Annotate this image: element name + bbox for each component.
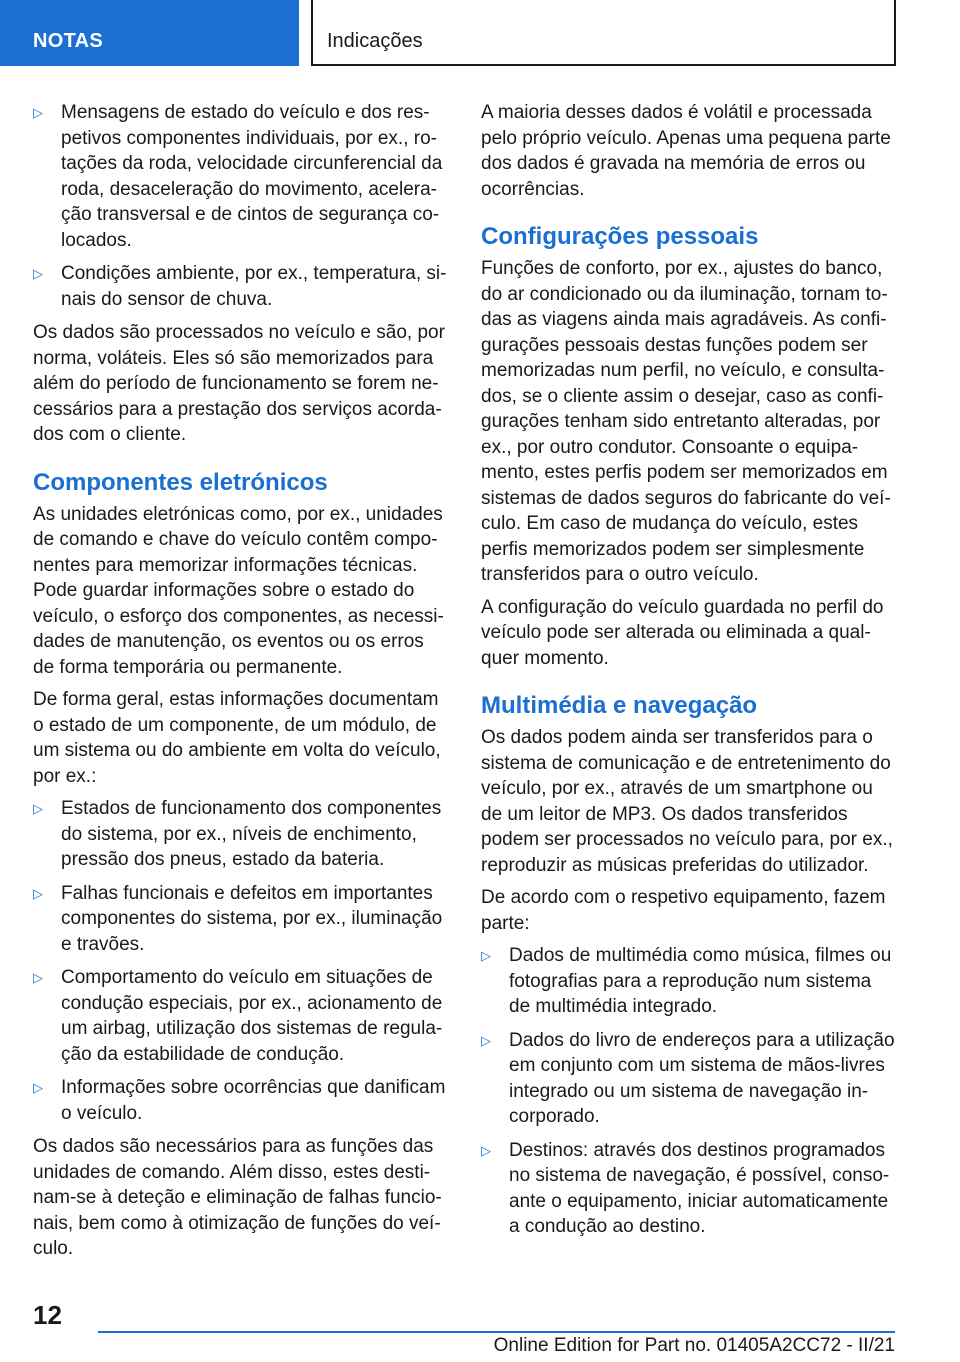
footer-divider	[98, 1331, 895, 1333]
page-header	[0, 0, 960, 66]
triangle-bullet-icon: ▷	[33, 1080, 43, 1095]
paragraph: Os dados podem ainda ser transferidos para o sistema de comunicação e de entretenimento do veículo, por ex., através de um smartphone ou de um leitor de MP3. Os dados transferidos podem ser processados no veículo para, por ex., reproduzir as músicas preferidas do utilizador.	[481, 727, 893, 876]
triangle-bullet-icon: ▷	[33, 970, 43, 985]
paragraph: A configuração do veículo guardada no perfil do veículo pode ser alterada ou eliminada a qualquer momento.	[481, 596, 884, 669]
list-item: ▷ Estados de funcionamento dos componentes do sistema, por ex., níveis de enchimento, pressão dos pneus, estado da bateria.	[33, 798, 442, 870]
triangle-bullet-icon: ▷	[33, 105, 43, 120]
bullet-list	[33, 796, 449, 1126]
list-item: ▷ Comportamento do veículo em situações de condução especiais, por ex., acionamento de um airbag, utilização dos sistemas de regulação da estabilidade de condução.	[33, 967, 443, 1065]
list-item: ▷ Dados do livro de endereços para a utilização em conjunto com um sistema de mãos-livres integrado ou um sistema de navegação incorporado.	[481, 1029, 895, 1127]
chapter-title: Indicações	[311, 0, 896, 66]
paragraph: As unidades eletrónicas como, por ex., unidades de comando e chave do veículo contêm componentes para memorizar informações técnicas. Pode guardar informações sobre o estado do veículo, o esforço dos componentes, as necessidades de manutenção, os eventos ou os erros de forma temporária ou permanente.	[33, 503, 444, 678]
list-item: ▷ Informações sobre ocorrências que danificam o veículo.	[33, 1077, 446, 1124]
bullet-list	[33, 100, 449, 312]
bullet-list	[481, 943, 897, 1240]
left-column	[33, 100, 449, 1269]
section-heading: Multimédia e navegação	[481, 692, 758, 719]
section-heading: Componentes eletrónicos	[33, 468, 328, 496]
right-column	[481, 100, 897, 1248]
paragraph: Os dados são processados no veículo e são, por norma, voláteis. Eles só são memorizados para além do período de funcionamento se forem necessários para a prestação dos serviços acordados com o cliente.	[33, 322, 445, 445]
paragraph: De forma geral, estas informações documentam o estado de um componente, de um módulo, de um sistema ou do ambiente em volta do veículo, por ex.:	[33, 689, 441, 787]
triangle-bullet-icon: ▷	[481, 948, 491, 963]
list-item: ▷ Dados de multimédia como música, filmes ou fotografias para a reprodução num sistema de multimédia integrado.	[481, 945, 892, 1017]
triangle-bullet-icon: ▷	[33, 885, 43, 901]
list-item: ▷ Condições ambiente, por ex., temperatura, sinais do sensor de chuva.	[33, 263, 447, 310]
triangle-bullet-icon: ▷	[33, 266, 43, 281]
paragraph: De acordo com o respetivo equipamento, fazem parte:	[481, 887, 886, 934]
list-item: ▷ Falhas funcionais e defeitos em importantes componentes do sistema, por ex., iluminação e travões.	[33, 882, 443, 955]
section-tab[interactable]: NOTAS	[0, 0, 299, 66]
triangle-bullet-icon: ▷	[481, 1142, 491, 1158]
edition-footer: Online Edition for Part no. 01405A2CC72 - II/21	[493, 1335, 895, 1356]
paragraph: Funções de conforto, por ex., ajustes do banco, do ar condicionado ou da iluminação, tornam todas as viagens ainda mais agradáveis. As configurações pessoais destas funções podem ser memorizadas num perfil, no veículo, e consultados, se o cliente assim o desejar, caso as configurações tenham sido entretanto alteradas, por ex., por outro condutor. Consoante o equipamento, estes perfis podem ser memorizados em sistemas de dados seguros do fabricante do veículo. Em caso de mudança do veículo, estes perfis memorizados podem ser simplesmente transferidos para o outro veículo.	[481, 258, 891, 585]
triangle-bullet-icon: ▷	[33, 801, 43, 816]
list-item: ▷ Destinos: através dos destinos programados no sistema de navegação, é possível, consoante o equipamento, iniciar automaticamente a condução ao destino.	[481, 1139, 890, 1237]
triangle-bullet-icon: ▷	[481, 1032, 491, 1048]
page-number: 12	[33, 1300, 62, 1330]
paragraph: A maioria desses dados é volátil e processada pelo próprio veículo. Apenas uma pequena parte dos dados é gravada na memória de erros ou ocorrências.	[481, 102, 891, 200]
paragraph: Os dados são necessários para as funções das unidades de comando. Além disso, estes destinam-se à deteção e eliminação de falhas funcionais, bem como à otimização de funções do veículo.	[33, 1136, 442, 1259]
list-item: ▷ Mensagens de estado do veículo e dos respetivos componentes individuais, por ex., rotações da roda, velocidade circunferencial da roda, desaceleração do movimento, aceleração transversal e de cintos de segurança colocados.	[33, 102, 443, 251]
section-heading: Configurações pessoais	[481, 223, 759, 250]
